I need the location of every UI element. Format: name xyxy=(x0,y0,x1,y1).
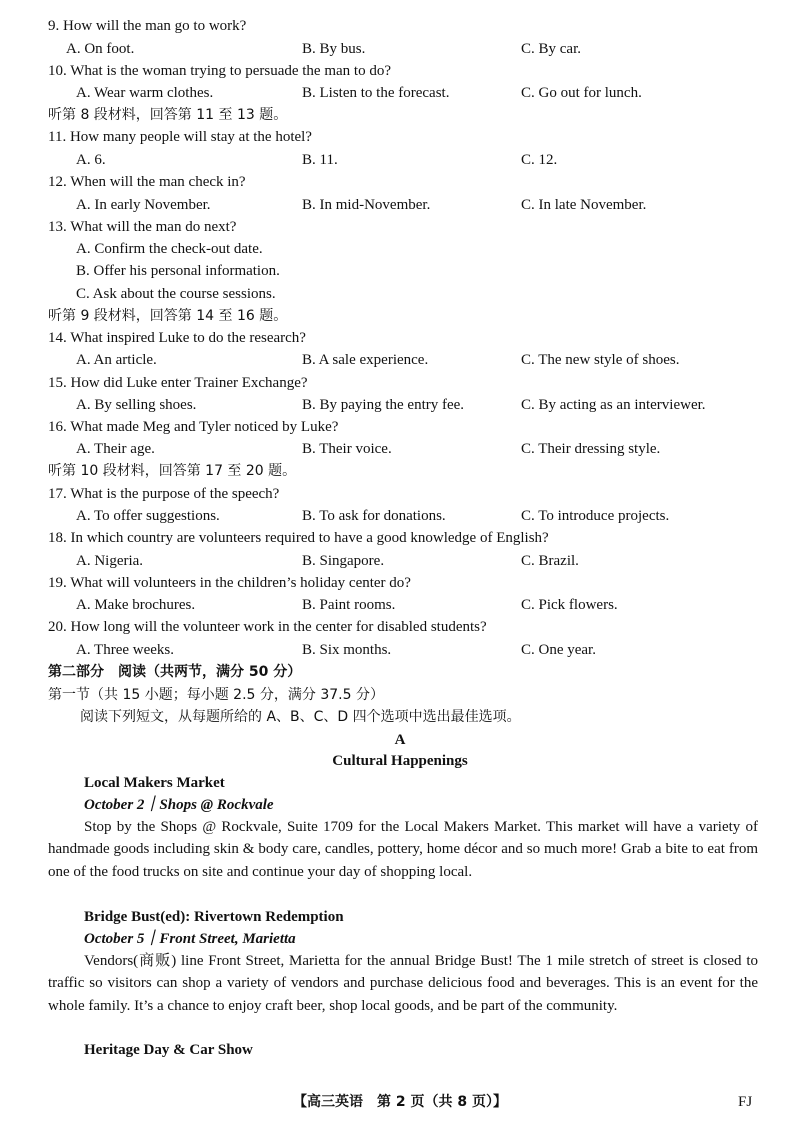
q18-option-b: B. Singapore. xyxy=(302,553,385,569)
q14-option-b: B. A sale experience. xyxy=(302,352,429,368)
event-3-title: Heritage Day & Car Show xyxy=(84,1042,253,1058)
q12-option-c: C. In late November. xyxy=(521,197,647,213)
q13-option-b: B. Offer his personal information. xyxy=(76,263,280,279)
question-17: 17. What is the purpose of the speech? xyxy=(48,486,280,502)
question-19: 19. What will volunteers in the children’s holiday center do? xyxy=(48,575,411,591)
section-9-heading: 听第 9 段材料，回答第 14 至 16 题。 xyxy=(48,308,288,324)
q10-option-a: A. Wear warm clothes. xyxy=(76,85,214,101)
question-16: 16. What made Meg and Tyler noticed by Luke? xyxy=(48,419,339,435)
q9-option-b: B. By bus. xyxy=(302,41,366,57)
q12-option-b: B. In mid-November. xyxy=(302,197,431,213)
q20-option-a: A. Three weeks. xyxy=(76,642,175,658)
q9-option-c: C. By car. xyxy=(521,41,581,57)
q13-option-a: A. Confirm the check-out date. xyxy=(76,241,263,257)
passage-title: Cultural Happenings xyxy=(332,753,468,769)
event-2-date-location: October 5｜Front Street, Marietta xyxy=(84,931,296,947)
q10-option-c: C. Go out for lunch. xyxy=(521,85,642,101)
footer-code: FJ xyxy=(738,1094,753,1110)
q19-option-a: A. Make brochures. xyxy=(76,597,196,613)
q13-option-c: C. Ask about the course sessions. xyxy=(76,286,276,302)
section-1-heading: 第一节（共 15 小题；每小题 2.5 分，满分 37.5 分） xyxy=(48,687,384,703)
q16-option-b: B. Their voice. xyxy=(302,441,392,457)
q14-option-a: A. An article. xyxy=(76,352,157,368)
q20-option-c: C. One year. xyxy=(521,642,596,658)
question-14: 14. What inspired Luke to do the research? xyxy=(48,330,306,346)
q17-option-b: B. To ask for donations. xyxy=(302,508,446,524)
q18-option-c: C. Brazil. xyxy=(521,553,579,569)
q12-option-a: A. In early November. xyxy=(76,197,211,213)
q10-option-b: B. Listen to the forecast. xyxy=(302,85,450,101)
question-15: 15. How did Luke enter Trainer Exchange? xyxy=(48,375,308,391)
question-12: 12. When will the man check in? xyxy=(48,174,246,190)
event-1-description: Stop by the Shops @ Rockvale, Suite 1709 for the Local Makers Market. This market will have a variety of handmade goods including skin & body care, candles, pottery, home décor and so much more! Grab a bite to eat from one of the food trucks on site and continue your day of shopping local. xyxy=(48,819,758,880)
q18-option-a: A. Nigeria. xyxy=(76,553,144,569)
question-11: 11. How many people will stay at the hotel? xyxy=(48,129,312,145)
event-1-title: Local Makers Market xyxy=(84,775,225,791)
reading-instructions: 阅读下列短文，从每题所给的 A、B、C、D 四个选项中选出最佳选项。 xyxy=(80,709,521,725)
q11-option-c: C. 12. xyxy=(521,152,558,168)
event-2-title: Bridge Bust(ed): Rivertown Redemption xyxy=(84,909,344,925)
q16-option-c: C. Their dressing style. xyxy=(521,441,661,457)
q15-option-c: C. By acting as an interviewer. xyxy=(521,397,706,413)
question-13: 13. What will the man do next? xyxy=(48,219,237,235)
part-2-heading: 第二部分 阅读（共两节，满分 50 分） xyxy=(48,664,302,680)
page-footer: 【高三英语 第 2 页（共 8 页）】 xyxy=(293,1094,507,1110)
q19-option-b: B. Paint rooms. xyxy=(302,597,396,613)
q14-option-c: C. The new style of shoes. xyxy=(521,352,680,368)
q20-option-b: B. Six months. xyxy=(302,642,392,658)
event-2-description: Vendors(商贩) line Front Street, Marietta for the annual Bridge Bust! The 1 mile stretch of street is closed to traffic so visitors can shop a variety of vendors and purchase delicious food and beverages. This is an event for the whole family. It’s a chance to enjoy craft beer, shop local goods, and be part of the community. xyxy=(48,953,758,1014)
q9-option-a: A. On foot. xyxy=(66,41,135,57)
section-10-heading: 听第 10 段材料，回答第 17 至 20 题。 xyxy=(48,463,297,479)
q19-option-c: C. Pick flowers. xyxy=(521,597,618,613)
passage-letter: A xyxy=(394,732,406,748)
event-1-date-location: October 2｜Shops @ Rockvale xyxy=(84,797,274,813)
q15-option-b: B. By paying the entry fee. xyxy=(302,397,465,413)
q17-option-a: A. To offer suggestions. xyxy=(76,508,220,524)
question-10: 10. What is the woman trying to persuade the man to do? xyxy=(48,63,391,79)
question-18: 18. In which country are volunteers required to have a good knowledge of English? xyxy=(48,530,549,546)
q16-option-a: A. Their age. xyxy=(76,441,155,457)
q11-option-a: A. 6. xyxy=(76,152,106,168)
q11-option-b: B. 11. xyxy=(302,152,338,168)
section-8-heading: 听第 8 段材料，回答第 11 至 13 题。 xyxy=(48,107,288,123)
question-20: 20. How long will the volunteer work in the center for disabled students? xyxy=(48,619,487,635)
q17-option-c: C. To introduce projects. xyxy=(521,508,670,524)
question-9: 9. How will the man go to work? xyxy=(48,18,247,34)
q15-option-a: A. By selling shoes. xyxy=(76,397,197,413)
